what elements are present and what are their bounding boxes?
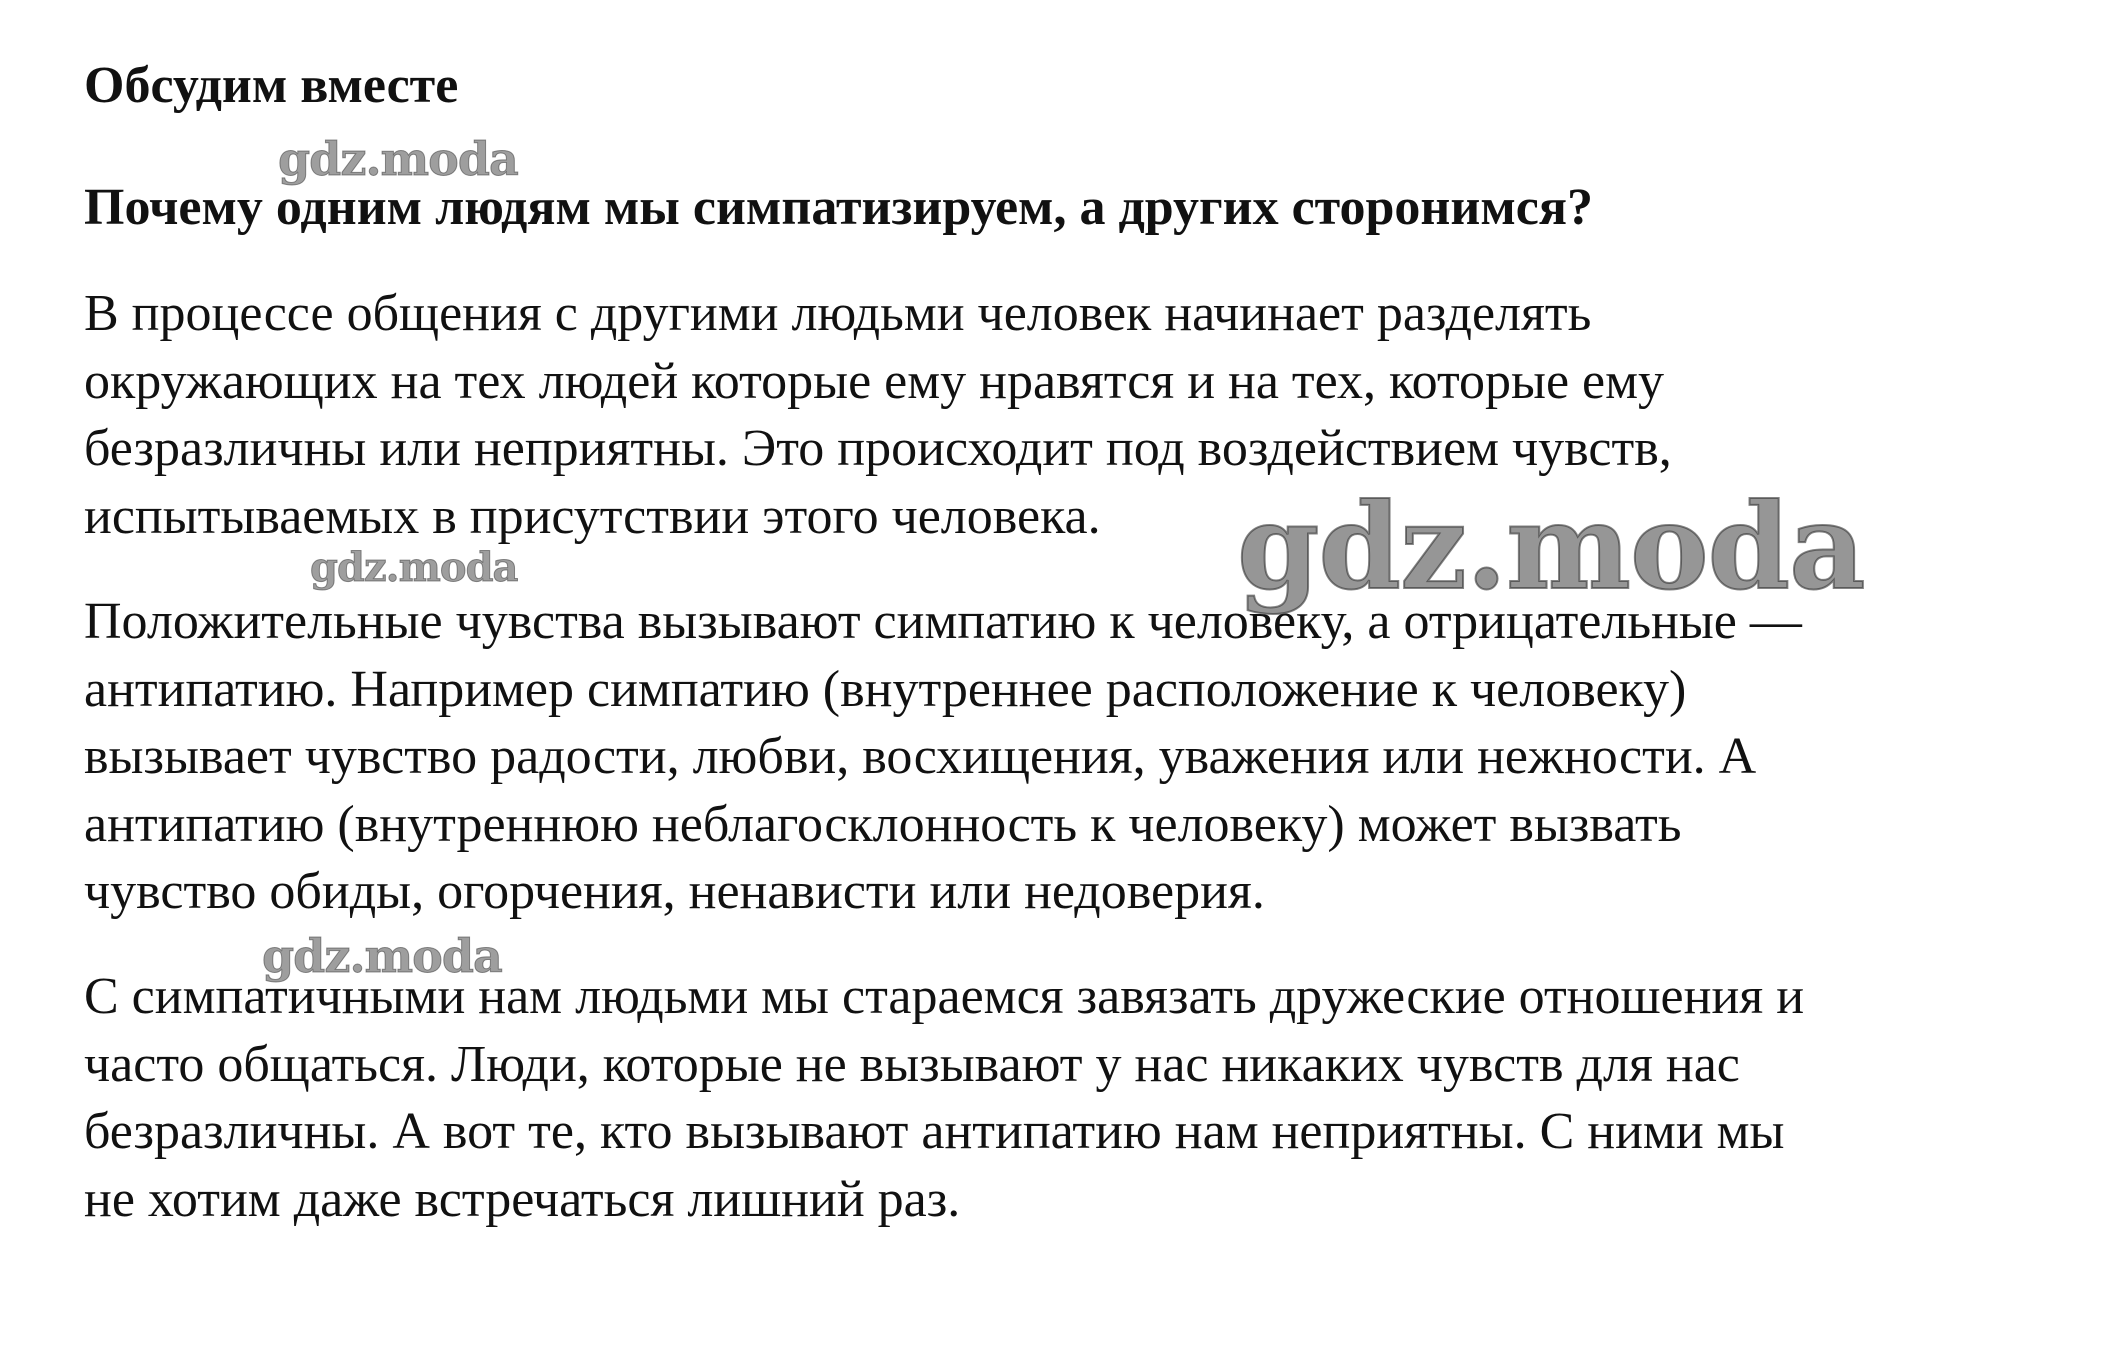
watermark: gdz.moda <box>278 132 518 186</box>
paragraph-line: вызывает чувство радости, любви, восхищения, уважения или нежности. А <box>84 728 1757 785</box>
paragraph-line: безразличны или неприятны. Это происходит под воздействием чувств, <box>84 420 1672 477</box>
section-title: Обсудим вместе <box>84 57 459 114</box>
watermark: gdz.moda <box>310 544 518 591</box>
paragraph-line: окружающих на тех людей которые ему нравятся и на тех, которые ему <box>84 352 1665 410</box>
paragraph-3 <box>84 963 2084 1233</box>
paragraph-line: испытываемых в присутствии этого человека. <box>84 487 1101 545</box>
question-heading: Почему одним людям мы симпатизируем, а других сторонимся? <box>84 179 1593 236</box>
paragraph-line: часто общаться. Люди, которые не вызывают у нас никаких чувств для нас <box>84 1035 1740 1093</box>
paragraph-line: антипатию. Например симпатию (внутреннее расположение к человеку) <box>84 660 1687 718</box>
paragraph-line: С симпатичными нам людьми мы стараемся завязать дружеские отношения и <box>84 968 1805 1025</box>
paragraph-line: безразличны. А вот те, кто вызывают антипатию нам неприятны. С ними мы <box>84 1103 1785 1160</box>
paragraph-line: Положительные чувства вызывают симпатию к человеку, а отрицательные — <box>84 593 1802 650</box>
paragraph-2 <box>84 588 2084 926</box>
watermark-large: gdz.moda <box>1237 477 1865 616</box>
paragraph-1 <box>84 280 2084 550</box>
paragraph-line: чувство обиды, огорчения, ненависти или недоверия. <box>84 863 1265 920</box>
paragraph-line: не хотим даже встречаться лишний раз. <box>84 1170 961 1228</box>
paragraph-line: В процессе общения с другими людьми человек начинает разделять <box>84 285 1592 342</box>
watermark: gdz.moda <box>262 929 502 983</box>
paragraph-line: антипатию (внутреннюю неблагосклонность к человеку) может вызвать <box>84 795 1682 853</box>
